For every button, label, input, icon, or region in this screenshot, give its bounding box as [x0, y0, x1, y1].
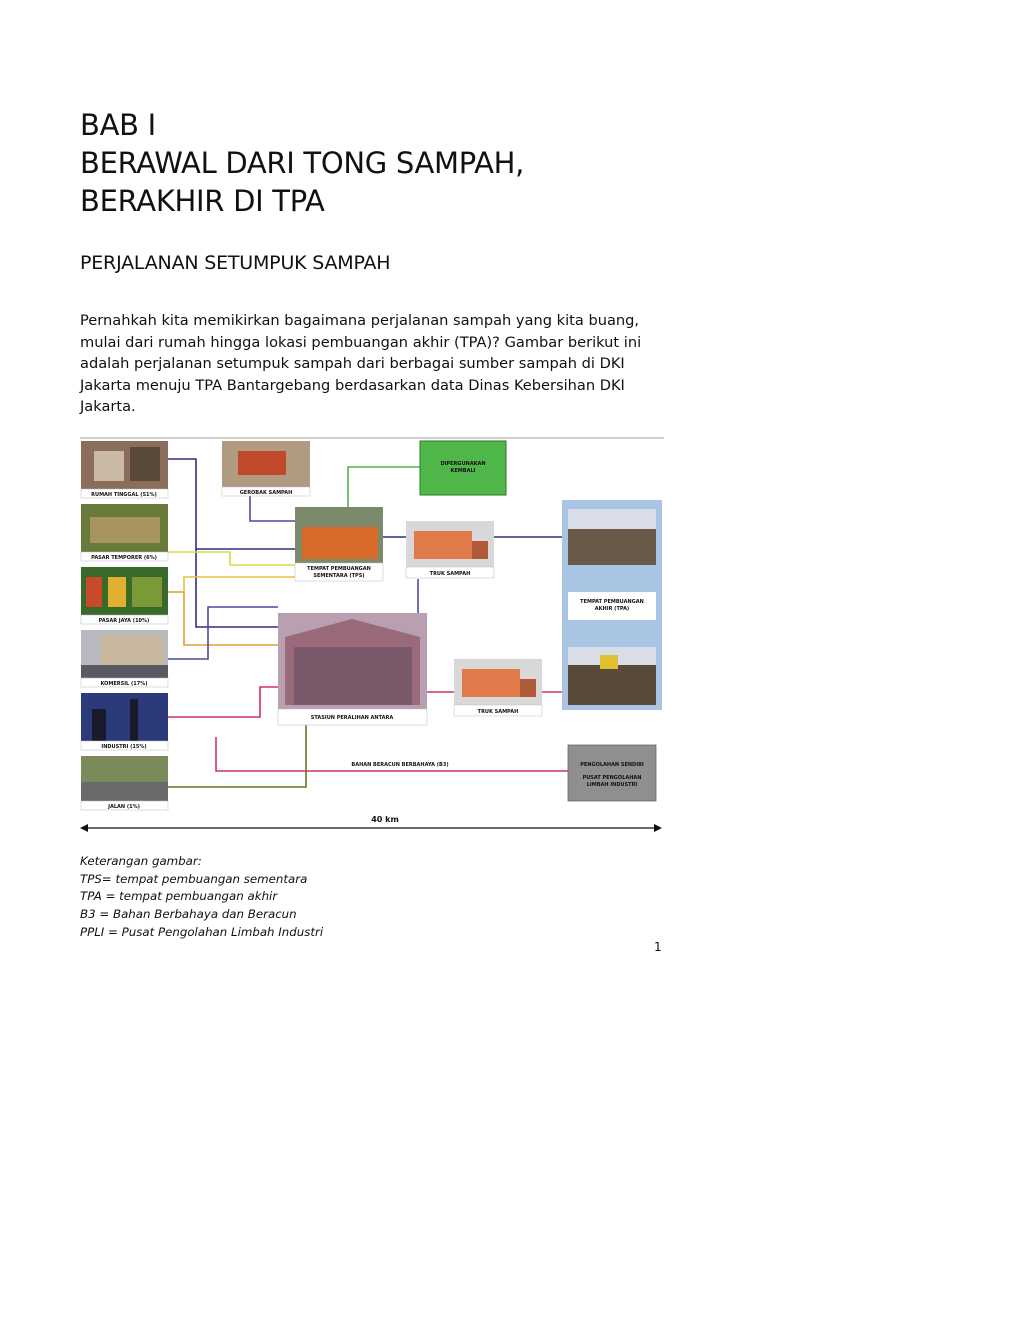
legend-item-b3: B3 = Bahan Berbahaya dan Beracun [80, 907, 297, 922]
section-title: PERJALANAN SETUMPUK SAMPAH [80, 252, 391, 274]
node-reuse [420, 441, 506, 495]
chapter-title [80, 106, 524, 220]
node-label-pengolahan-2: PUSAT PENGOLAHAN [582, 775, 642, 781]
node-label-truck-bottom: TRUK SAMPAH [477, 709, 519, 715]
flow-line-industri [168, 687, 278, 717]
intro-paragraph: Pernahkah kita memikirkan bagaimana perjalanan sampah yang kita buang, mulai dari rumah hingga lokasi pembuangan akhir (TPA)? Gambar berikut ini adalah perjalanan setumpuk sampah dari berbagai sumber sampah di DKI Jakarta menuju TPA Bantargebang berdasarkan data Dinas Kebersihan DKI Jakarta. [80, 312, 642, 415]
node-label-tpa-2: AKHIR (TPA) [594, 606, 630, 612]
node-label-reuse-2: KEMBALI [450, 468, 476, 474]
node-truck-bottom [454, 659, 542, 716]
source-jalan [81, 756, 168, 810]
source-label-pasar-jaya: PASAR JAYA (10%) [98, 618, 150, 624]
chapter-title-line-2: BERAKHIR DI TPA [80, 184, 325, 218]
flow-line-gerobak-tps [250, 492, 295, 521]
source-label-komersil: KOMERSIL (17%) [100, 681, 148, 687]
flow-line-tps-reuse [348, 467, 420, 507]
waste-flow-svg [80, 437, 664, 833]
node-tpa [568, 509, 656, 705]
figure-legend [80, 853, 323, 942]
node-label-pengolahan-1: PENGOLAHAN SENDIRI [580, 762, 644, 768]
source-pasar-jaya [81, 567, 168, 624]
chapter-title-line-1: BERAWAL DARI TONG SAMPAH, [80, 146, 525, 180]
node-label-tps-2: SEMENTARA (TPS) [313, 573, 365, 579]
node-label-pengolahan-3: LIMBAH INDUSTRI [586, 782, 638, 788]
source-label-industri: INDUSTRI (15%) [101, 744, 147, 750]
node-tps [295, 507, 383, 581]
source-rumah-tinggal [81, 441, 168, 498]
node-transfer-station [278, 613, 427, 725]
source-label-pasar-temporer: PASAR TEMPORER (6%) [91, 555, 157, 561]
node-label-tpa-1: TEMPAT PEMBUANGAN [580, 599, 644, 605]
source-industri [81, 693, 168, 750]
node-label-gerobak: GEROBAK SAMPAH [239, 490, 293, 496]
flow-line-jalan [168, 725, 306, 787]
source-komersil [81, 630, 168, 687]
source-label-jalan: JALAN (1%) [108, 804, 140, 810]
b3-label: BAHAN BERACUN BERBAHAYA (B3) [351, 762, 449, 768]
node-label-reuse-1: DIPERGUNAKAN [440, 461, 486, 467]
node-pengolahan [568, 745, 656, 801]
flow-line-pasar-jaya [168, 592, 278, 645]
node-truck-top [406, 521, 494, 578]
legend-item-tps: TPS= tempat pembuangan sementara [80, 871, 308, 886]
legend-title: Keterangan gambar: [80, 854, 202, 868]
source-pasar-temporer [81, 504, 168, 561]
node-label-truck-top: TRUK SAMPAH [429, 571, 471, 577]
legend-item-ppli: PPLI = Pusat Pengolahan Limbah Industri [80, 924, 324, 939]
waste-flow-diagram [80, 437, 664, 833]
chapter-number: BAB I [80, 108, 156, 142]
flow-line-pasar-temporer [168, 552, 295, 565]
distance-label: 40 km [371, 815, 399, 824]
page-number: 1 [654, 940, 662, 954]
distance-arrow [80, 815, 662, 832]
node-label-tps-1: TEMPAT PEMBUANGAN [307, 566, 371, 572]
node-gerobak [222, 441, 310, 496]
source-label-rumah: RUMAH TINGGAL (51%) [91, 492, 157, 498]
legend-item-tpa: TPA = tempat pembuangan akhir [80, 889, 278, 904]
flow-line-pasar-jaya-tps [184, 577, 295, 592]
node-label-transfer: STASIUN PERALIHAN ANTARA [310, 715, 394, 721]
